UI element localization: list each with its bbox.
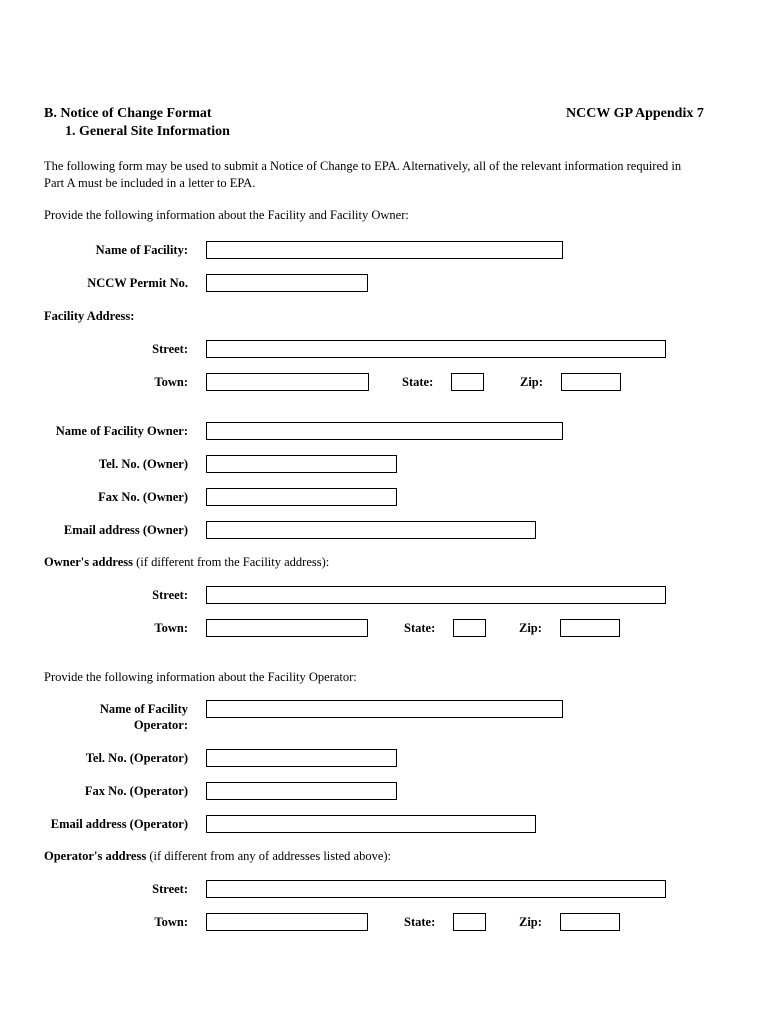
operator-street-label: Street: (152, 882, 188, 896)
owner-zip-field[interactable] (560, 619, 620, 637)
owner-email-label: Email address (Owner) (63, 523, 188, 537)
operator-state-field[interactable] (453, 913, 486, 931)
operator-tel-label: Tel. No. (Operator) (85, 751, 188, 765)
facility-zip-label: Zip: (520, 375, 543, 389)
owner-state-field[interactable] (453, 619, 486, 637)
facility-town-label: Town: (154, 375, 188, 389)
intro-text-line2: Part A must be included in a letter to EPA. (44, 176, 256, 190)
operator-prompt: Provide the following information about the Facility Operator: (44, 670, 357, 684)
intro-text-line1: The following form may be used to submit a Notice of Change to EPA. Alternatively, all of the relevant information required in (44, 159, 682, 173)
section-title: B. Notice of Change Format (44, 106, 212, 121)
owner-email-field[interactable] (206, 521, 536, 539)
owner-address-heading-bold: Owner's address (44, 555, 134, 569)
facility-name-label: Name of Facility: (95, 243, 188, 257)
owner-street-field[interactable] (206, 586, 666, 604)
permit-number-label: NCCW Permit No. (87, 276, 188, 290)
owner-state-label: State: (404, 621, 436, 635)
operator-street-field[interactable] (206, 880, 666, 898)
operator-name-label-line2: Operator: (133, 718, 188, 732)
facility-state-field[interactable] (451, 373, 484, 391)
operator-tel-field[interactable] (206, 749, 397, 767)
facility-state-label: State: (402, 375, 434, 389)
operator-zip-label: Zip: (519, 915, 542, 929)
owner-tel-field[interactable] (206, 455, 397, 473)
operator-address-heading-bold: Operator's address (44, 849, 147, 863)
facility-zip-field[interactable] (561, 373, 621, 391)
facility-street-field[interactable] (206, 340, 666, 358)
operator-address-heading (44, 849, 391, 864)
owner-tel-label: Tel. No. (Owner) (98, 457, 188, 471)
owner-town-label: Town: (154, 621, 188, 635)
owner-name-label: Name of Facility Owner: (55, 424, 188, 438)
owner-zip-label: Zip: (519, 621, 542, 635)
owner-address-heading-note: (if different from the Facility address): (133, 555, 330, 569)
operator-fax-field[interactable] (206, 782, 397, 800)
facility-name-field[interactable] (206, 241, 563, 259)
operator-state-label: State: (404, 915, 436, 929)
owner-street-label: Street: (152, 588, 188, 602)
operator-name-field[interactable] (206, 700, 563, 718)
operator-address-heading-note: (if different from any of addresses listed above): (146, 849, 392, 863)
owner-name-field[interactable] (206, 422, 563, 440)
operator-fax-label: Fax No. (Operator) (84, 784, 188, 798)
operator-town-field[interactable] (206, 913, 368, 931)
facility-address-heading: Facility Address: (44, 309, 135, 323)
operator-zip-field[interactable] (560, 913, 620, 931)
operator-name-label-line1: Name of Facility (99, 702, 188, 716)
facility-town-field[interactable] (206, 373, 369, 391)
appendix-label: NCCW GP Appendix 7 (566, 106, 704, 121)
owner-town-field[interactable] (206, 619, 368, 637)
facility-street-label: Street: (152, 342, 188, 356)
operator-email-label: Email address (Operator) (50, 817, 188, 831)
permit-number-field[interactable] (206, 274, 368, 292)
owner-address-heading (44, 555, 329, 570)
facility-prompt: Provide the following information about the Facility and Facility Owner: (44, 208, 409, 222)
subsection-title: 1. General Site Information (65, 124, 230, 139)
operator-email-field[interactable] (206, 815, 536, 833)
operator-town-label: Town: (154, 915, 188, 929)
owner-fax-field[interactable] (206, 488, 397, 506)
owner-fax-label: Fax No. (Owner) (98, 490, 188, 504)
